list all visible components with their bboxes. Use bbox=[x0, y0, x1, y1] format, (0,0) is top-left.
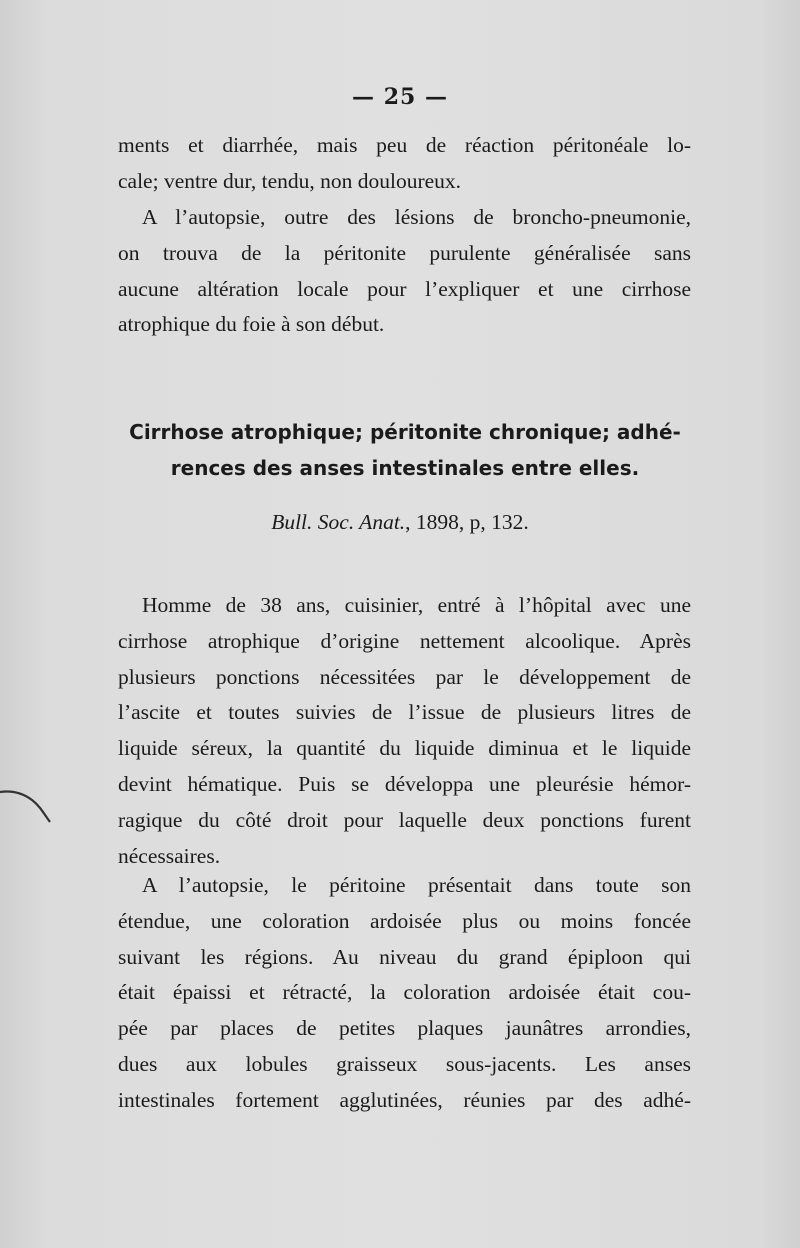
text-line: aucune altération locale pour l’expliquer et une cirrhose bbox=[118, 276, 691, 301]
reference-details: , 1898, p, 132. bbox=[405, 510, 529, 534]
section-heading bbox=[110, 414, 700, 486]
text-line: liquide séreux, la quantité du liquide diminua et le liquide bbox=[118, 736, 691, 761]
text-line: A l’autopsie, outre des lésions de broncho-pneumonie, bbox=[142, 205, 691, 229]
paragraph-continuation bbox=[118, 128, 691, 200]
text-line: intestinales fortement agglutinées, réunies par des adhé- bbox=[118, 1087, 691, 1112]
text-line: ragique du côté droit pour laquelle deux ponctions furent bbox=[118, 807, 691, 832]
text-line: A l’autopsie, le péritoine présentait dans toute son bbox=[142, 873, 691, 897]
paragraph-autopsy-2 bbox=[118, 868, 691, 1119]
text-line: devint hématique. Puis se développa une pleurésie hémor- bbox=[118, 771, 691, 796]
reference-journal: Bull. Soc. Anat. bbox=[271, 510, 406, 534]
paragraph-case bbox=[118, 588, 691, 874]
text-line: ments et diarrhée, mais peu de réaction péritonéale lo- bbox=[118, 133, 691, 157]
text-line: était épaissi et rétracté, la coloration ardoisée était cou- bbox=[118, 980, 691, 1005]
text-line: on trouva de la péritonite purulente généralisée sans bbox=[118, 240, 691, 265]
text-line: atrophique du foie à son début. bbox=[118, 312, 385, 337]
text-line: étendue, une coloration ardoisée plus ou moins foncée bbox=[118, 908, 691, 933]
text-line: pée par places de petites plaques jaunâtres arrondies, bbox=[118, 1016, 691, 1041]
text-line: cirrhose atrophique d’origine nettement alcoolique. Après bbox=[118, 628, 691, 653]
text-line: cale; ventre dur, tendu, non douloureux. bbox=[118, 168, 462, 193]
paragraph-autopsy-1 bbox=[118, 200, 691, 343]
text-line: suivant les régions. Au niveau du grand épiploon qui bbox=[118, 944, 691, 969]
heading-line: rences des anses intestinales entre elles. bbox=[170, 456, 640, 480]
text-line: Homme de 38 ans, cuisinier, entré à l’hôpital avec une bbox=[142, 593, 691, 617]
text-line: plusieurs ponctions nécessitées par le développement de bbox=[118, 664, 691, 689]
text-line: nécessaires. bbox=[118, 843, 221, 868]
margin-thread-mark bbox=[0, 788, 60, 828]
text-line: dues aux lobules graisseux sous-jacents. Les anses bbox=[118, 1051, 691, 1076]
bibliographic-reference bbox=[0, 510, 800, 535]
heading-line: Cirrhose atrophique; péritonite chronique; adhé- bbox=[129, 420, 681, 444]
text-line: l’ascite et toutes suivies de l’issue de plusieurs litres de bbox=[118, 700, 691, 725]
page-number: — 25 — bbox=[352, 84, 448, 110]
